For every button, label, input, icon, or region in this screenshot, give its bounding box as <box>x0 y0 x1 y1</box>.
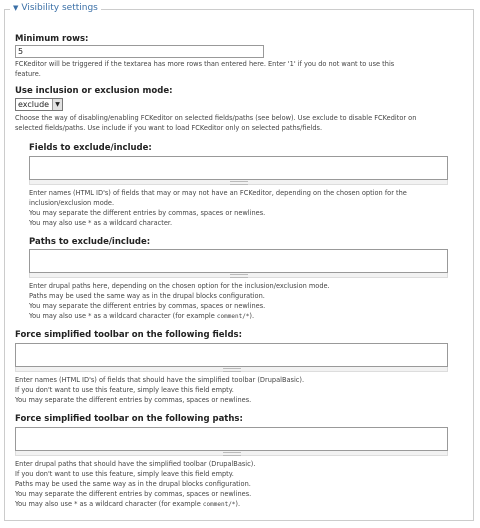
mode-description-line-2: selected fields/paths. Use include if you want to load FCKeditor only on selected paths/fields. <box>15 124 323 132</box>
min-rows-label: Minimum rows: <box>15 34 89 44</box>
simple-fields-description-line-2: If you don't want to use this feature, simply leave this field empty. <box>15 386 234 394</box>
simple-paths-description-line-4: You may separate the different entries by commas, spaces or newlines. <box>15 490 252 498</box>
mode-select[interactable] <box>15 98 63 111</box>
simple-paths-description-line-3: Paths may be used the same way as in the drupal blocks configuration. <box>15 480 251 488</box>
paths-exclude-label: Paths to exclude/include: <box>29 237 151 247</box>
simple-fields-textarea[interactable] <box>15 343 448 367</box>
mode-description-line-1: Choose the way of disabling/enabling FCKeditor on selected fields/paths (see below). Use exclude to disable FCKeditor on <box>15 114 417 122</box>
fields-description-line-4: You may also use * as a wildcard character. <box>29 219 173 227</box>
simple-fields-label: Force simplified toolbar on the following fields: <box>15 330 243 340</box>
paths-wildcard-example: comment/* <box>216 313 250 320</box>
simple-paths-description-line-1: Enter drupal paths that should have the simplified toolbar (DrupalBasic). <box>15 460 256 468</box>
simple-fields-resize-grip[interactable] <box>15 367 448 372</box>
fields-exclude-label: Fields to exclude/include: <box>29 143 152 153</box>
fields-description-line-3: You may separate the different entries by commas, spaces or newlines. <box>29 209 266 217</box>
paths-exclude-textarea[interactable] <box>29 249 448 273</box>
min-rows-description-line-2: feature. <box>15 70 41 78</box>
fieldset-legend-toggle[interactable] <box>10 3 101 13</box>
fields-description-line-2: inclusion/exclusion mode. <box>29 199 115 207</box>
fields-exclude-resize-grip[interactable] <box>29 180 448 185</box>
paths-wildcard-text-end: ). <box>249 312 255 320</box>
fieldset-legend-label: Visibility settings <box>21 3 98 13</box>
chevron-down-icon: ▼ <box>52 99 62 110</box>
paths-description-line-2: Paths may be used the same way as in the drupal blocks configuration. <box>29 292 265 300</box>
paths-description-line-3: You may separate the different entries by commas, spaces or newlines. <box>29 302 266 310</box>
simple-paths-description-line-2: If you don't want to use this feature, simply leave this field empty. <box>15 470 234 478</box>
simple-fields-description-line-3: You may separate the different entries by commas, spaces or newlines. <box>15 396 252 404</box>
mode-label: Use inclusion or exclusion mode: <box>15 86 173 96</box>
paths-wildcard-text: You may also use * as a wildcard character (for example <box>29 312 217 320</box>
min-rows-description-line-1: FCKeditor will be triggered if the textarea has more rows than entered here. Enter '1' if you do not want to use this <box>15 60 395 68</box>
fields-exclude-textarea[interactable] <box>29 156 448 180</box>
simple-paths-resize-grip[interactable] <box>15 451 448 456</box>
simple-paths-textarea[interactable] <box>15 427 448 451</box>
simple-paths-wildcard-text: You may also use * as a wildcard character (for example <box>15 500 203 508</box>
paths-exclude-resize-grip[interactable] <box>29 273 448 278</box>
triangle-down-icon: ▼ <box>13 4 19 12</box>
simple-paths-description-line-5 <box>15 499 240 510</box>
simple-paths-label: Force simplified toolbar on the following paths: <box>15 414 243 424</box>
simple-paths-wildcard-example: comment/* <box>202 501 236 508</box>
simple-fields-description-line-1: Enter names (HTML ID's) of fields that should have the simplified toolbar (DrupalBasic). <box>15 376 305 384</box>
simple-paths-wildcard-text-end: ). <box>235 500 241 508</box>
paths-description-line-4 <box>29 311 254 322</box>
paths-description-line-1: Enter drupal paths here, depending on the chosen option for the inclusion/exclusion mode. <box>29 282 330 290</box>
mode-select-value: exclude <box>18 99 50 109</box>
fields-description-line-1: Enter names (HTML ID's) of fields that may or may not have an FCKeditor, depending on the chosen option for the <box>29 189 407 197</box>
min-rows-input[interactable]: 5 <box>15 45 264 58</box>
